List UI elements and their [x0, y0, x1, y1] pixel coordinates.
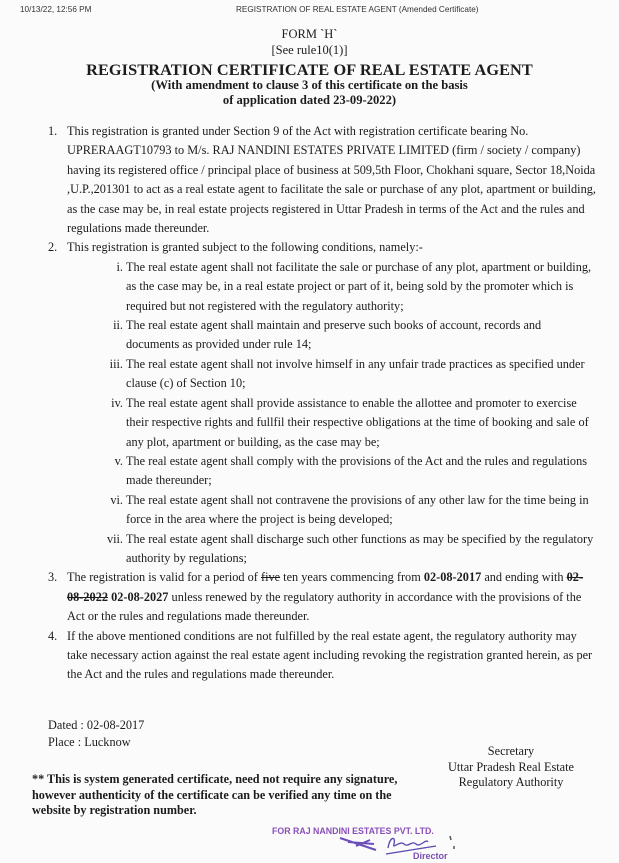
condition-number: ii. [113, 318, 123, 333]
clause-number: 3. [48, 570, 58, 585]
condition-text: The real estate agent shall comply with the provisions of the Act and the rules and regulations made thereunder; [126, 453, 588, 488]
condition-list [67, 258, 596, 569]
condition-text: The real estate agent shall provide assistance to enable the allottee and promoter to exercise their respective rights and fullfil their respective obligations at the time of booking and sale of any plot, apartment or building, as the case may be; [126, 395, 589, 449]
signatory-org: Regulatory Authority [458, 775, 564, 789]
clause-number: 1. [48, 124, 58, 138]
condition-text: The real estate agent shall not contravene the provisions of any other law for the time being in force in the area where the project is being developed; [126, 492, 589, 527]
signatory-title: Secretary [487, 744, 535, 758]
condition-item [67, 355, 596, 394]
print-page-title: REGISTRATION OF REAL ESTATE AGENT (Amended Certificate) [236, 5, 479, 14]
struck-period: five [260, 570, 281, 585]
dated: Dated : 02-08-2017 [48, 718, 145, 732]
clause-1 [48, 122, 596, 238]
condition-number: i. [116, 259, 123, 274]
condition-text: The real estate agent shall not facilitate the sale or purchase of any plot, apartment or building, as the case may be, in a real estate project or part of it, being sold by the promoter which is required but not registered with the regulatory authority; [126, 259, 592, 313]
condition-item [67, 316, 596, 355]
start-date: 02-08-2017 [423, 570, 482, 585]
condition-item [67, 530, 596, 569]
clause-text: and ending with [481, 570, 567, 585]
place: Place : Lucknow [48, 735, 131, 749]
clause-2 [48, 238, 596, 568]
condition-item [67, 394, 596, 452]
condition-item [67, 452, 596, 491]
company-stamp: FOR RAJ NANDINI ESTATES PVT. LTD. [272, 826, 434, 836]
director-label: Director [413, 851, 448, 861]
subtitle-line-1: (With amendment to clause 3 of this certificate on the basis [151, 78, 468, 92]
condition-number: iii. [109, 356, 123, 371]
rule-reference: [See rule10(1)] [271, 43, 348, 57]
clause-number: 2. [48, 240, 58, 255]
clause-text: unless renewed by the regulatory authority in accordance with the provisions of the Act or the rules and regulations made thereunder. [67, 589, 582, 624]
condition-number: vii. [106, 531, 123, 546]
condition-text: The real estate agent shall discharge such other functions as may be specified by the regulatory authority by regulations; [126, 531, 594, 565]
certificate-title: REGISTRATION CERTIFICATE OF REAL ESTATE AGENT [86, 60, 533, 79]
signatory-block [436, 744, 586, 791]
condition-item [67, 258, 596, 316]
condition-number: iv. [111, 395, 123, 410]
system-generated-note: ** This is system generated certificate, need not require any signature, however authenticity of the certificate can be verified any time on the website by registration number. [32, 772, 398, 817]
clause-text: This registration is granted under Section 9 of the Act with registration certificate bearing No. UPRERAAGT10793 to M/s. RAJ NANDINI ESTATES PRIVATE LIMITED (firm / society / company) having its registered office / principal place of business at 509,5th Floor, Chokhani square, Sector 18,Noida ,U.P.,201301 to act as a real estate agent to facilitate the sale or purchase of any plot, apartment or building, as the case may be, in real estate projects registered in Uttar Pradesh in terms of the Act and the rules and regulations made thereunder. [67, 124, 596, 236]
clause-3 [48, 568, 596, 626]
condition-number: vi. [110, 492, 123, 507]
condition-number: v. [114, 453, 123, 468]
print-timestamp: 10/13/22, 12:56 PM [20, 5, 92, 14]
certificate-subtitle [0, 78, 619, 108]
clause-text: The registration is valid for a period of [67, 570, 261, 585]
clause-number: 4. [48, 628, 58, 643]
date-place [48, 717, 144, 751]
signatory-org: Uttar Pradesh Real Estate [447, 759, 574, 774]
clause-text: This registration is granted subject to the following conditions, namely:- [67, 240, 423, 255]
certificate-body [48, 122, 596, 685]
condition-text: The real estate agent shall maintain and preserve such books of account, records and documents as provided under rule 14; [126, 318, 542, 352]
clause-text: If the above mentioned conditions are not fulfilled by the real estate agent, the regulatory authority may take necessary action against the real estate agent including revoking the registration granted herein, as per the Act and the rules and regulations made thereunder. [67, 628, 593, 682]
condition-text: The real estate agent shall not involve himself in any unfair trade practices as specified under clause (c) of Section 10; [126, 356, 585, 391]
clause-4 [48, 627, 596, 685]
condition-item [67, 491, 596, 530]
struck-end-date: 02-08-2022 [67, 570, 584, 604]
form-label: FORM `H` [281, 27, 338, 41]
subtitle-line-2: of application dated 23-09-2022) [222, 93, 397, 107]
signature-icon [336, 832, 476, 860]
clause-text: ten years commencing from [280, 570, 424, 585]
end-date: 02-08-2027 [111, 589, 169, 604]
